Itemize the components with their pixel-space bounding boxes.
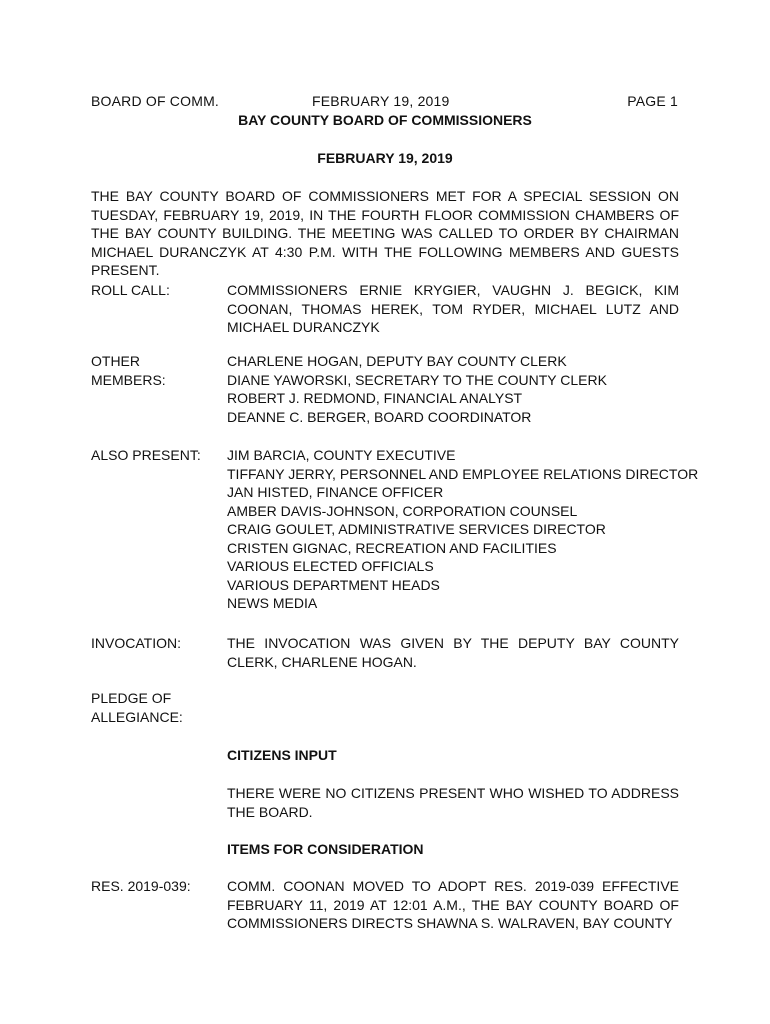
also-present-label: ALSO PRESENT:: [91, 447, 201, 463]
other-members-list: [227, 352, 679, 426]
items-for-consideration-heading: ITEMS FOR CONSIDERATION: [227, 841, 424, 857]
list-item: DEANNE C. BERGER, BOARD COORDINATOR: [227, 408, 532, 425]
invocation-label: INVOCATION:: [91, 635, 181, 651]
citizens-input-text: THERE WERE NO CITIZENS PRESENT WHO WISHED TO ADDRESS THE BOARD.: [227, 785, 679, 820]
document-date: FEBRUARY 19, 2019: [317, 150, 453, 166]
intro-paragraph: THE BAY COUNTY BOARD OF COMMISSIONERS MET FOR A SPECIAL SESSION ON TUESDAY, FEBRUARY 19, 2019, IN THE FOURTH FLOOR COMMISSION CHAMBERS OF THE BAY COUNTY BUILDING. THE MEETING WAS CALLED TO ORDER BY CHAIRMAN MICHAEL DURANCZYK AT 4:30 P.M. WITH THE FOLLOWING MEMBERS AND GUESTS PRESENT.: [91, 188, 679, 278]
list-item: VARIOUS DEPARTMENT HEADS: [227, 576, 440, 593]
list-item: JAN HISTED, FINANCE OFFICER: [227, 484, 444, 500]
pledge-label: [91, 689, 183, 726]
list-item: CRISTEN GIGNAC, RECREATION AND FACILITIES: [227, 539, 557, 556]
list-item: NEWS MEDIA: [227, 595, 318, 611]
resolution-label: RES. 2019-039:: [91, 878, 191, 894]
document-title: BAY COUNTY BOARD OF COMMISSIONERS: [238, 112, 532, 128]
also-present-list: [227, 446, 699, 613]
other-members-label-line1: OTHER: [91, 353, 140, 369]
list-item: JIM BARCIA, COUNTY EXECUTIVE: [227, 447, 456, 463]
header-left: BOARD OF COMM.: [91, 93, 220, 109]
list-item: ROBERT J. REDMOND, FINANCIAL ANALYST: [227, 390, 523, 406]
header-date: FEBRUARY 19, 2019: [312, 93, 450, 109]
citizens-input-heading: CITIZENS INPUT: [227, 747, 337, 763]
list-item: VARIOUS ELECTED OFFICIALS: [227, 558, 434, 574]
other-members-label: [91, 352, 166, 389]
list-item: CRAIG GOULET, ADMINISTRATIVE SERVICES DIRECTOR: [227, 521, 606, 537]
pledge-label-line1: PLEDGE OF: [91, 690, 172, 706]
list-item: AMBER DAVIS-JOHNSON, CORPORATION COUNSEL: [227, 502, 578, 519]
list-item: TIFFANY JERRY, PERSONNEL AND EMPLOYEE RELATIONS DIRECTOR: [227, 465, 699, 482]
list-item: CHARLENE HOGAN, DEPUTY BAY COUNTY CLERK: [227, 353, 567, 369]
list-item: DIANE YAWORSKI, SECRETARY TO THE COUNTY CLERK: [227, 371, 607, 388]
header-page-number: PAGE 1: [627, 93, 678, 109]
resolution-text: COMM. COONAN MOVED TO ADOPT RES. 2019-039 EFFECTIVE FEBRUARY 11, 2019 AT 12:01 A.M., THE BAY COUNTY BOARD OF COMMISSIONERS DIRECTS SHAWNA S. WALRAVEN, BAY COUNTY: [227, 878, 679, 931]
roll-call-text: COMMISSIONERS ERNIE KRYGIER, VAUGHN J. BEGICK, KIM COONAN, THOMAS HEREK, TOM RYDER, MICHAEL LUTZ AND MICHAEL DURANCZYK: [227, 282, 679, 335]
pledge-label-line2: ALLEGIANCE:: [91, 708, 183, 725]
roll-call-label: ROLL CALL:: [91, 282, 170, 298]
other-members-label-line2: MEMBERS:: [91, 371, 166, 388]
invocation-text: THE INVOCATION WAS GIVEN BY THE DEPUTY BAY COUNTY CLERK, CHARLENE HOGAN.: [227, 635, 679, 670]
